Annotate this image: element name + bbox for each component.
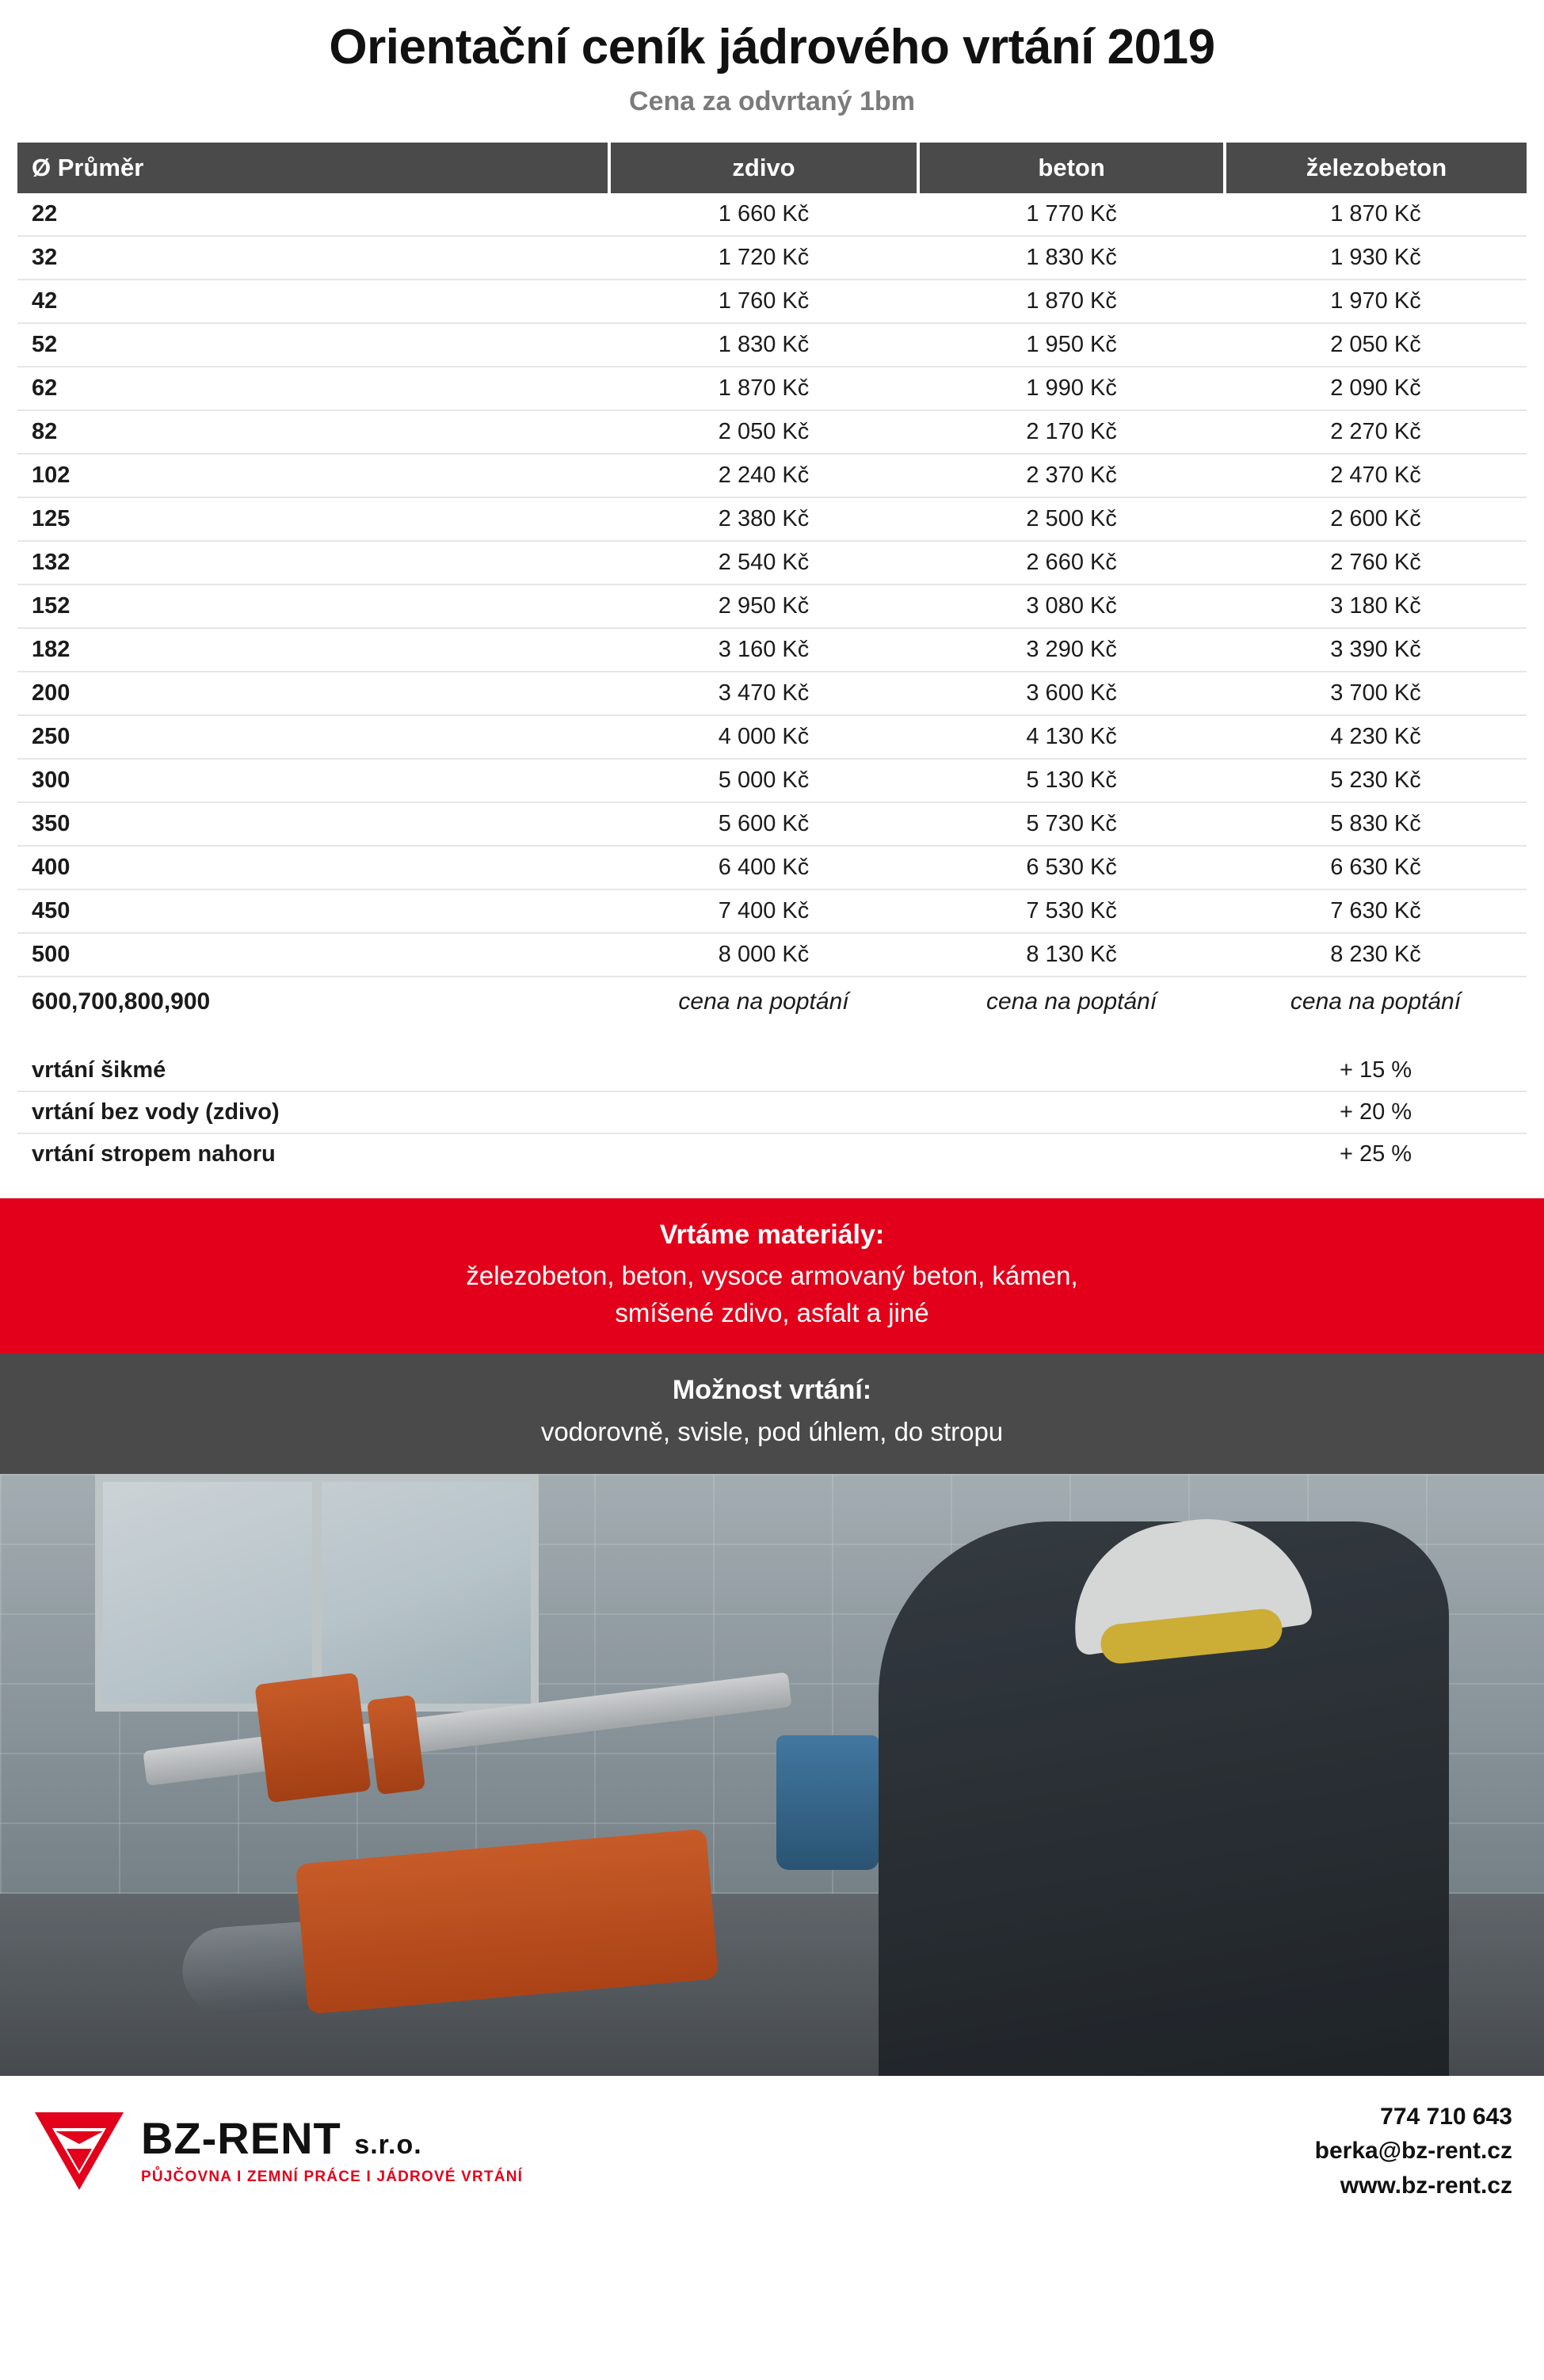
cell-zelezobeton: 7 630 Kč (1225, 889, 1527, 933)
column-header-beton: beton (918, 143, 1225, 193)
cell-diameter: 42 (17, 280, 609, 323)
table-row (17, 367, 1527, 410)
brand-text-block (141, 2113, 524, 2186)
table-row (17, 846, 1527, 889)
materials-banner (0, 1198, 1544, 1354)
table-row (17, 889, 1527, 933)
price-table-header (17, 143, 1527, 193)
cell-zdivo: 4 000 Kč (609, 715, 919, 759)
cell-diameter: 300 (17, 759, 609, 802)
cell-zelezobeton: 3 390 Kč (1225, 628, 1527, 672)
cell-zdivo: 1 720 Kč (609, 236, 919, 280)
cell-beton: 1 870 Kč (918, 280, 1225, 323)
materials-banner-title: Vrtáme materiály: (659, 1219, 885, 1250)
surcharge-label: vrtání bez vody (zdivo) (17, 1091, 1225, 1133)
table-row (17, 280, 1527, 323)
surcharge-table-wrap (0, 1050, 1544, 1175)
cell-diameter: 22 (17, 193, 609, 236)
table-row (17, 585, 1527, 628)
brand-tagline: PŮJČOVNA I ZEMNÍ PRÁCE I JÁDROVÉ VRTÁNÍ (141, 2169, 524, 2186)
column-header-diameter: Ø Průměr (17, 143, 609, 193)
cell-beton: 6 530 Kč (918, 846, 1225, 889)
cell-diameter: 152 (17, 585, 609, 628)
page-title: Orientační ceník jádrového vrtání 2019 (329, 20, 1215, 74)
brand-name (141, 2113, 523, 2164)
cell-beton: 7 530 Kč (918, 889, 1225, 933)
bz-rent-logo-icon (32, 2108, 127, 2195)
contact-website[interactable]: www.bz-rent.cz (1340, 2172, 1512, 2199)
cell-diameter: 500 (17, 933, 609, 977)
cell-beton: 3 080 Kč (918, 585, 1225, 628)
contact-block (1315, 2100, 1512, 2203)
cell-diameter: 400 (17, 846, 609, 889)
brand-name-main: BZ-RENT (141, 2113, 341, 2164)
options-banner (0, 1354, 1544, 1474)
cell-beton: 2 370 Kč (918, 454, 1225, 497)
photo-overlay (0, 1474, 1544, 2076)
page-subtitle: Cena za odvrtaný 1bm (629, 86, 915, 117)
cell-zdivo: 2 540 Kč (609, 541, 919, 585)
cell-zelezobeton: 2 270 Kč (1225, 410, 1527, 454)
materials-banner-line-1: železobeton, beton, vysoce armovaný beton, kámen, (466, 1261, 1078, 1291)
cell-beton: 3 600 Kč (918, 672, 1225, 715)
surcharge-value: + 25 % (1339, 1140, 1412, 1167)
cell-diameter: 132 (17, 541, 609, 585)
cell-beton: 1 830 Kč (918, 236, 1225, 280)
cell-zdivo: 5 000 Kč (609, 759, 919, 802)
surcharge-row (17, 1133, 1527, 1175)
cell-zdivo: 2 950 Kč (609, 585, 919, 628)
cell-zelezobeton: 3 180 Kč (1225, 585, 1527, 628)
cell-diameter: 62 (17, 367, 609, 410)
table-row (17, 715, 1527, 759)
table-row (17, 497, 1527, 541)
document-footer (0, 2076, 1544, 2230)
cell-zelezobeton: 2 050 Kč (1225, 323, 1527, 367)
table-row (17, 193, 1527, 236)
materials-banner-line-2: smíšené zdivo, asfalt a jiné (615, 1297, 929, 1327)
table-row (17, 759, 1527, 802)
cell-zdivo: 2 050 Kč (609, 410, 919, 454)
table-row (17, 323, 1527, 367)
cell-zdivo: 2 380 Kč (609, 497, 919, 541)
cell-diameter: 600,700,800,900 (32, 988, 211, 1015)
price-table-body (17, 193, 1527, 1026)
cell-beton: 1 990 Kč (918, 367, 1225, 410)
cell-beton: 5 130 Kč (918, 759, 1225, 802)
cell-zdivo: 2 240 Kč (609, 454, 919, 497)
cell-beton: 1 950 Kč (918, 323, 1225, 367)
cell-zelezobeton: 1 870 Kč (1225, 193, 1527, 236)
cell-zdivo: 1 760 Kč (609, 280, 919, 323)
cell-zdivo: 3 470 Kč (609, 672, 919, 715)
contact-email[interactable]: berka@bz-rent.cz (1314, 2138, 1512, 2165)
cell-zdivo: 1 870 Kč (609, 367, 919, 410)
cell-diameter: 82 (17, 410, 609, 454)
table-row (17, 628, 1527, 672)
cell-zelezobeton: 2 470 Kč (1225, 454, 1527, 497)
surcharge-label: vrtání stropem nahoru (32, 1140, 276, 1167)
cell-zdivo: cena na poptání (678, 988, 849, 1015)
table-row (17, 541, 1527, 585)
table-row (17, 933, 1527, 977)
price-table-wrap (0, 143, 1544, 1026)
cell-zdivo: 5 600 Kč (609, 802, 919, 846)
options-banner-title: Možnost vrtání: (672, 1374, 872, 1405)
cell-zdivo: 8 000 Kč (609, 933, 919, 977)
cell-diameter: 250 (17, 715, 609, 759)
cell-diameter: 350 (17, 802, 609, 846)
cell-zelezobeton: 8 230 Kč (1225, 933, 1527, 977)
column-header-zdivo: zdivo (609, 143, 919, 193)
cell-zelezobeton: 2 090 Kč (1225, 367, 1527, 410)
table-row (17, 410, 1527, 454)
cell-beton: 2 500 Kč (918, 497, 1225, 541)
cell-zdivo: 3 160 Kč (609, 628, 919, 672)
cell-beton: 5 730 Kč (918, 802, 1225, 846)
brand-name-suffix: s.r.o. (354, 2130, 422, 2161)
cell-zelezobeton: 4 230 Kč (1225, 715, 1527, 759)
table-row (17, 454, 1527, 497)
cell-beton: 2 170 Kč (918, 410, 1225, 454)
column-header-zelezobeton: železobeton (1225, 143, 1527, 193)
cell-zelezobeton: 5 230 Kč (1225, 759, 1527, 802)
cell-diameter: 52 (17, 323, 609, 367)
surcharge-row (17, 1050, 1527, 1091)
cell-zelezobeton: 3 700 Kč (1225, 672, 1527, 715)
cell-zdivo: 6 400 Kč (609, 846, 919, 889)
surcharge-table (17, 1050, 1527, 1175)
table-row (17, 672, 1527, 715)
cell-diameter: 200 (17, 672, 609, 715)
brand-block (32, 2108, 523, 2195)
cell-zelezobeton: 1 970 Kč (1225, 280, 1527, 323)
table-row (17, 977, 1527, 1026)
surcharge-value: + 15 % (1225, 1050, 1527, 1091)
price-table (17, 143, 1527, 1026)
cell-beton: 4 130 Kč (918, 715, 1225, 759)
cell-beton: 8 130 Kč (918, 933, 1225, 977)
cell-zelezobeton: 2 760 Kč (1225, 541, 1527, 585)
cell-diameter: 32 (17, 236, 609, 280)
cell-beton: 3 290 Kč (918, 628, 1225, 672)
cell-diameter: 182 (17, 628, 609, 672)
cell-zelezobeton: 1 930 Kč (1225, 236, 1527, 280)
cell-zelezobeton: 2 600 Kč (1225, 497, 1527, 541)
cell-beton: cena na poptání (986, 988, 1157, 1015)
table-header-row (17, 143, 1527, 193)
cell-zelezobeton: 5 830 Kč (1225, 802, 1527, 846)
cell-zelezobeton: cena na poptání (1290, 988, 1462, 1015)
document-header (0, 0, 1544, 122)
cell-diameter: 450 (17, 889, 609, 933)
options-banner-line-1: vodorovně, svisle, pod úhlem, do stropu (540, 1416, 1004, 1446)
cell-zdivo: 7 400 Kč (609, 889, 919, 933)
cell-diameter: 102 (17, 454, 609, 497)
cell-zdivo: 1 660 Kč (609, 193, 919, 236)
cell-beton: 1 770 Kč (918, 193, 1225, 236)
cell-zdivo: 1 830 Kč (609, 323, 919, 367)
surcharge-label: vrtání šikmé (17, 1050, 1225, 1091)
cell-beton: 2 660 Kč (918, 541, 1225, 585)
cell-zelezobeton: 6 630 Kč (1225, 846, 1527, 889)
surcharge-row (17, 1091, 1527, 1133)
contact-phone[interactable]: 774 710 643 (1380, 2103, 1512, 2130)
drilling-photo (0, 1474, 1544, 2076)
table-row (17, 236, 1527, 280)
table-row (17, 802, 1527, 846)
cell-diameter: 125 (17, 497, 609, 541)
surcharge-value: + 20 % (1225, 1091, 1527, 1133)
